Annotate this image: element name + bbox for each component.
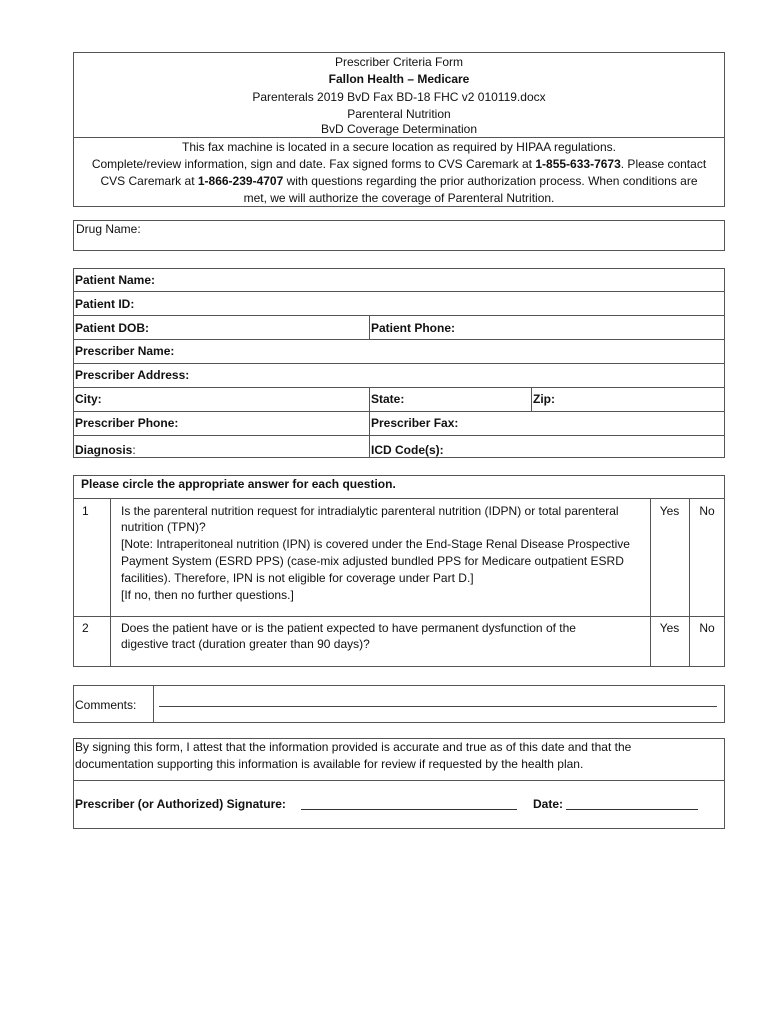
instructions — [90, 139, 708, 207]
instructions-text-b: . Please contact CVS Caremark at — [100, 157, 707, 188]
answer-no[interactable]: No — [699, 504, 715, 518]
col-divider — [369, 387, 370, 458]
prescriber-name-label: Prescriber Name: — [75, 344, 175, 358]
answer-yes[interactable]: Yes — [659, 621, 680, 635]
question-1-extra: [If no, then no further questions.] — [121, 588, 294, 602]
questions-heading: Please circle the appropriate answer for each question. — [81, 477, 396, 491]
form-title: Prescriber Criteria Form — [334, 55, 463, 69]
col-divider — [689, 498, 690, 667]
col-divider — [110, 498, 111, 667]
zip-label: Zip: — [533, 392, 555, 406]
question-text — [121, 503, 646, 604]
prescriber-phone-label: Prescriber Phone: — [75, 416, 179, 430]
question-2-text: Does the patient have or is the patient expected to have permanent dysfunction of the digestive tract (duration greater than 90 days)? — [121, 621, 576, 651]
instructions-text-c: with questions regarding the prior authorization process. When conditions are met, we will authorize the coverage of Parenteral Nutrition. — [243, 174, 698, 205]
attestation-text: By signing this form, I attest that the information provided is accurate and true as of this date and that the documentation supporting this information is available for review if requested by the health plan. — [75, 740, 632, 771]
prescriber-address-label: Prescriber Address: — [75, 368, 190, 382]
row-divider — [73, 387, 725, 388]
diagnosis-label — [75, 443, 136, 457]
phone-number: 1-866-239-4707 — [197, 174, 284, 188]
document-name: Parenterals 2019 BvD Fax BD-18 FHC v2 010119.docx — [252, 90, 546, 104]
row-divider — [73, 435, 725, 436]
col-divider — [153, 685, 154, 723]
diagnosis-colon: : — [132, 443, 136, 457]
row-divider — [73, 315, 725, 316]
prescriber-fax-label: Prescriber Fax: — [371, 416, 459, 430]
attestation-divider — [73, 780, 725, 781]
fax-number: 1-855-633-7673 — [535, 157, 621, 171]
fax-instructions — [90, 156, 708, 207]
hipaa-notice: This fax machine is located in a secure location as required by HIPAA regulations. — [181, 140, 616, 154]
diagnosis-text: Diagnosis — [75, 443, 133, 457]
answer-yes[interactable]: Yes — [659, 504, 680, 518]
date-line[interactable] — [566, 797, 698, 810]
patient-name-label: Patient Name: — [75, 273, 156, 287]
city-label: City: — [75, 392, 102, 406]
col-divider — [650, 498, 651, 667]
drug-name-field[interactable] — [73, 220, 725, 251]
comments-line[interactable] — [159, 706, 717, 707]
comments-box — [73, 685, 725, 723]
answer-no[interactable]: No — [699, 621, 715, 635]
row-divider — [73, 291, 725, 292]
question-divider — [73, 616, 725, 617]
comments-label: Comments: — [75, 698, 137, 712]
question-1-note: [Note: Intraperitoneal nutrition (IPN) is covered under the End-Stage Renal Disease Prospective Payment System (ESRD PPS) (case-mix adjusted bundled PPS for Medicare outpatient ESRD facilities). Therefore, IPN is not eligible for coverage under Part D.] — [121, 537, 630, 585]
col-divider — [369, 315, 370, 339]
header-divider — [73, 137, 725, 138]
instructions-text-a: Complete/review information, sign and date. Fax signed forms to CVS Caremark at — [91, 157, 536, 171]
question-number: 2 — [82, 621, 89, 635]
row-divider — [73, 339, 725, 340]
col-divider — [531, 387, 532, 411]
questions-header-divider — [73, 498, 725, 499]
question-number: 1 — [82, 504, 89, 518]
question-1-text: Is the parenteral nutrition request for intradialytic parenteral nutrition (IDPN) or total parenteral nutrition (TPN)? — [121, 504, 619, 534]
patient-dob-label: Patient DOB: — [75, 321, 150, 335]
signature-line[interactable] — [301, 797, 517, 810]
state-label: State: — [371, 392, 405, 406]
signature-label: Prescriber (or Authorized) Signature: — [75, 797, 286, 811]
coverage-determination: BvD Coverage Determination — [320, 122, 478, 136]
row-divider — [73, 363, 725, 364]
date-label: Date: — [533, 797, 564, 811]
drug-name-label: Drug Name: — [76, 222, 141, 236]
icd-code-label: ICD Code(s): — [371, 443, 444, 457]
patient-id-label: Patient ID: — [75, 297, 135, 311]
form-topic: Parenteral Nutrition — [347, 107, 451, 121]
row-divider — [73, 411, 725, 412]
plan-name: Fallon Health – Medicare — [328, 72, 470, 86]
patient-phone-label: Patient Phone: — [371, 321, 456, 335]
